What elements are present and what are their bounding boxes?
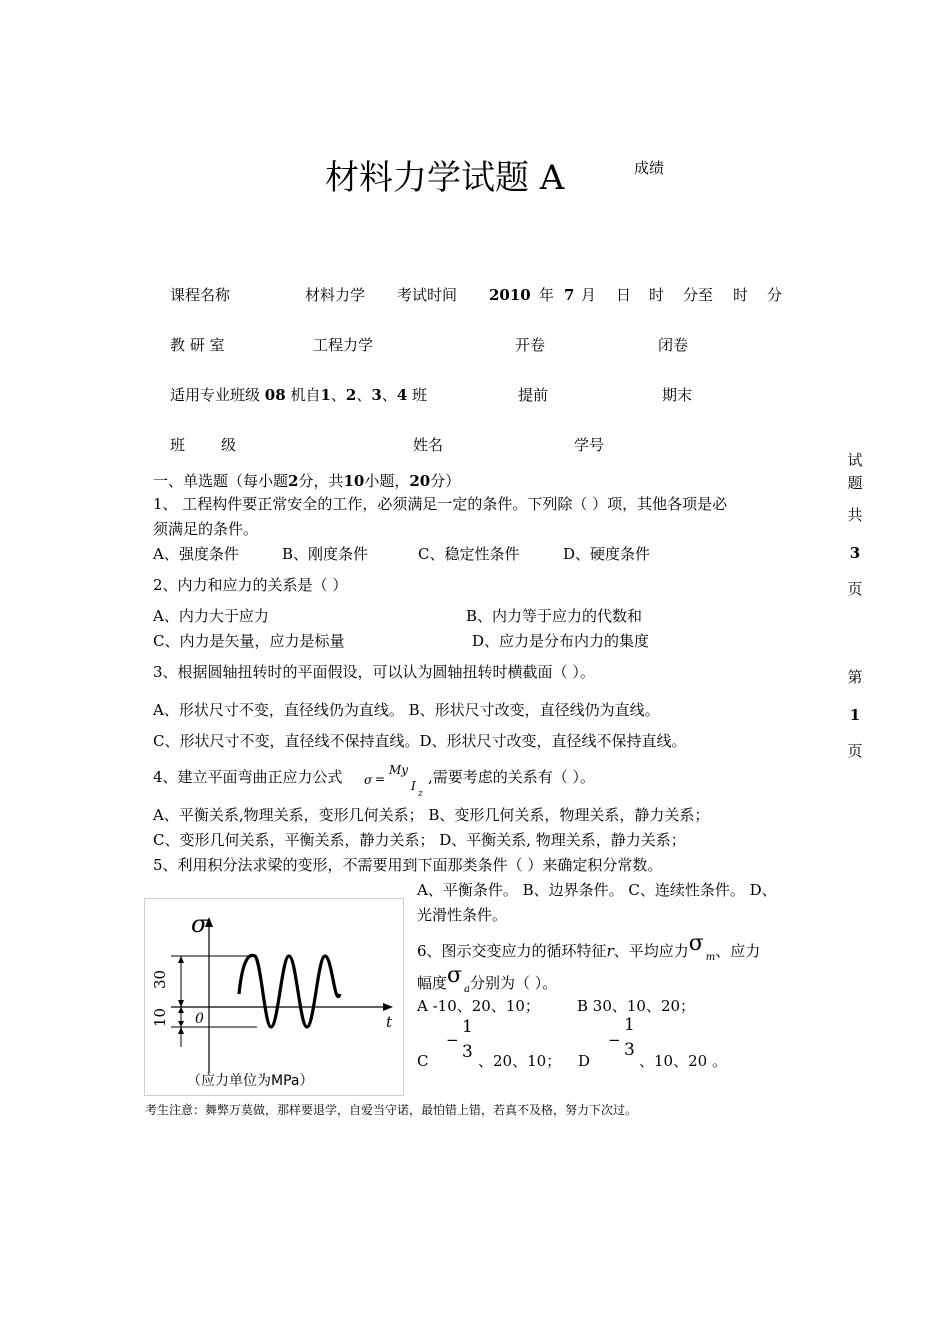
- minute-unit-2: 分: [767, 286, 783, 304]
- q6-option-c-minus: −: [446, 1031, 459, 1049]
- sidebar-char: 试: [847, 451, 863, 469]
- closed-book-label: 闭卷: [658, 336, 689, 354]
- q2-option-d: D、应力是分布内力的集度: [472, 632, 650, 650]
- q6-option-d-rest: 、10、20 。: [639, 1052, 727, 1070]
- section-heading: 一、单选题（每小题2分，共10小题，20分）: [153, 472, 461, 490]
- sidebar-char: 第: [847, 668, 863, 686]
- figure-caption: （应力单位为MPa）: [187, 1073, 314, 1089]
- exam-month: 7: [564, 286, 575, 304]
- exam-time-label: 考试时间: [397, 286, 458, 304]
- time-axis-arrow: [383, 1003, 393, 1011]
- q6-option-d-numerator: 1: [624, 1015, 635, 1035]
- q4-options-cd: C、变形几何关系，平衡关系，静力关系； D、平衡关系, 物理关系，静力关系；: [153, 831, 686, 849]
- sidebar-char: 页: [847, 742, 863, 760]
- q6-option-c-rest: 、20、10；: [478, 1052, 562, 1070]
- dept-value: 工程力学: [313, 336, 374, 354]
- final-label: 期末: [662, 386, 693, 404]
- q1-stem-line1: 1、 工程构件要正常安全的工作，必须满足一定的条件。下列除（ ）项，其他各项是必: [153, 495, 728, 513]
- hour-unit-2: 时: [733, 286, 749, 304]
- sigma-label: σ: [191, 910, 208, 938]
- q1-option-a: A、强度条件: [153, 545, 239, 563]
- open-book-label: 开卷: [515, 336, 546, 354]
- stress-time-plot: [145, 899, 403, 1095]
- q6-option-c-numerator: 1: [462, 1017, 473, 1037]
- sidebar-total-pages: 3: [849, 544, 861, 562]
- q6-option-d-denominator: 3: [624, 1040, 635, 1060]
- q6-option-c-denominator: 3: [462, 1042, 473, 1062]
- sidebar-char: 题: [847, 474, 863, 492]
- label-10: 10: [151, 1007, 169, 1027]
- q5-stem: 5、利用积分法求梁的变形，不需要用到下面那类条件（ ）来确定积分常数。: [153, 856, 663, 874]
- alternating-stress-figure: [144, 898, 404, 1096]
- q6-stem-line2: 幅度$\sigma_a$分别为（ ）。: [417, 963, 558, 995]
- q2-option-c: C、内力是矢量，应力是标量: [153, 632, 345, 650]
- q3-options-ab: A、形状尺寸不变，直径线仍为直线。 B、形状尺寸改变，直径线仍为直线。: [153, 701, 660, 719]
- q4-options-ab: A、平衡关系,物理关系，变形几何关系； B、变形几何关系，物理关系，静力关系；: [153, 806, 710, 824]
- year-unit: 年: [539, 286, 555, 304]
- student-id-label: 学号: [574, 436, 605, 454]
- early-label: 提前: [518, 386, 549, 404]
- class-label: 班: [170, 436, 186, 454]
- hour-unit: 时: [649, 286, 665, 304]
- course-label: 课程名称: [170, 286, 231, 304]
- dept-label: 教 研 室: [170, 336, 225, 354]
- q6-option-c-label: C: [417, 1052, 429, 1070]
- q1-stem-line2: 须满足的条件。: [153, 520, 259, 538]
- major-class: 适用专业班级 08 机自1、2、3、4 班: [170, 386, 428, 404]
- footer-note: 考生注意：舞弊万莫做，那样要退学，自爱当守诺，最怕错上错，若真不及格，努力下次过。: [145, 1103, 638, 1117]
- q6-option-d-minus: −: [608, 1031, 621, 1049]
- q3-stem: 3、根据圆轴扭转时的平面假设，可以认为圆轴扭转时横截面（ ）。: [153, 663, 595, 681]
- page-title: 材料力学试题 A: [325, 158, 565, 198]
- q4-stem-b: ,需要考虑的关系有（ ）。: [428, 768, 596, 786]
- q6-option-d-label: D: [578, 1052, 591, 1070]
- sidebar-current-page: 1: [849, 706, 861, 724]
- month-unit: 月: [581, 286, 597, 304]
- name-label: 姓名: [413, 436, 444, 454]
- sidebar-char: 共: [847, 506, 863, 524]
- score-label: 成绩: [634, 159, 665, 177]
- q1-option-b: B、刚度条件: [282, 545, 369, 563]
- q2-stem: 2、内力和应力的关系是（ ）: [153, 576, 348, 594]
- q1-option-d: D、硬度条件: [563, 545, 651, 563]
- time-label: t: [386, 1013, 393, 1031]
- origin-label: 0: [195, 1011, 204, 1027]
- exam-year: 2010: [489, 286, 531, 304]
- sidebar-char: 页: [847, 580, 863, 598]
- q3-options-cd: C、形状尺寸不变，直径线不保持直线。D、形状尺寸改变，直径线不保持直线。: [153, 732, 687, 750]
- class-label-2: 级: [221, 436, 237, 454]
- q6-option-a: A -10、20、10；: [417, 997, 540, 1015]
- q5-options-line1: A、平衡条件。 B、边界条件。 C、连续性条件。 D、: [417, 881, 777, 899]
- q2-option-b: B、内力等于应力的代数和: [466, 607, 643, 625]
- course-value: 材料力学: [305, 286, 366, 304]
- q6-option-b: B 30、10、20；: [577, 997, 696, 1015]
- bending-stress-formula: σ = My I z: [364, 763, 423, 799]
- stress-wave: [239, 955, 340, 1027]
- q4-stem-a: 4、建立平面弯曲正应力公式: [153, 768, 343, 786]
- label-30: 30: [151, 969, 169, 989]
- day-unit: 日: [616, 286, 632, 304]
- q2-option-a: A、内力大于应力: [153, 607, 269, 625]
- minute-to: 分至: [683, 286, 714, 304]
- q5-options-line2: 光滑性条件。: [417, 906, 508, 924]
- q1-option-c: C、稳定性条件: [418, 545, 520, 563]
- q6-stem-line1: 6、图示交变应力的循环特征r、平均应力$\sigma_m$、应力: [417, 931, 761, 963]
